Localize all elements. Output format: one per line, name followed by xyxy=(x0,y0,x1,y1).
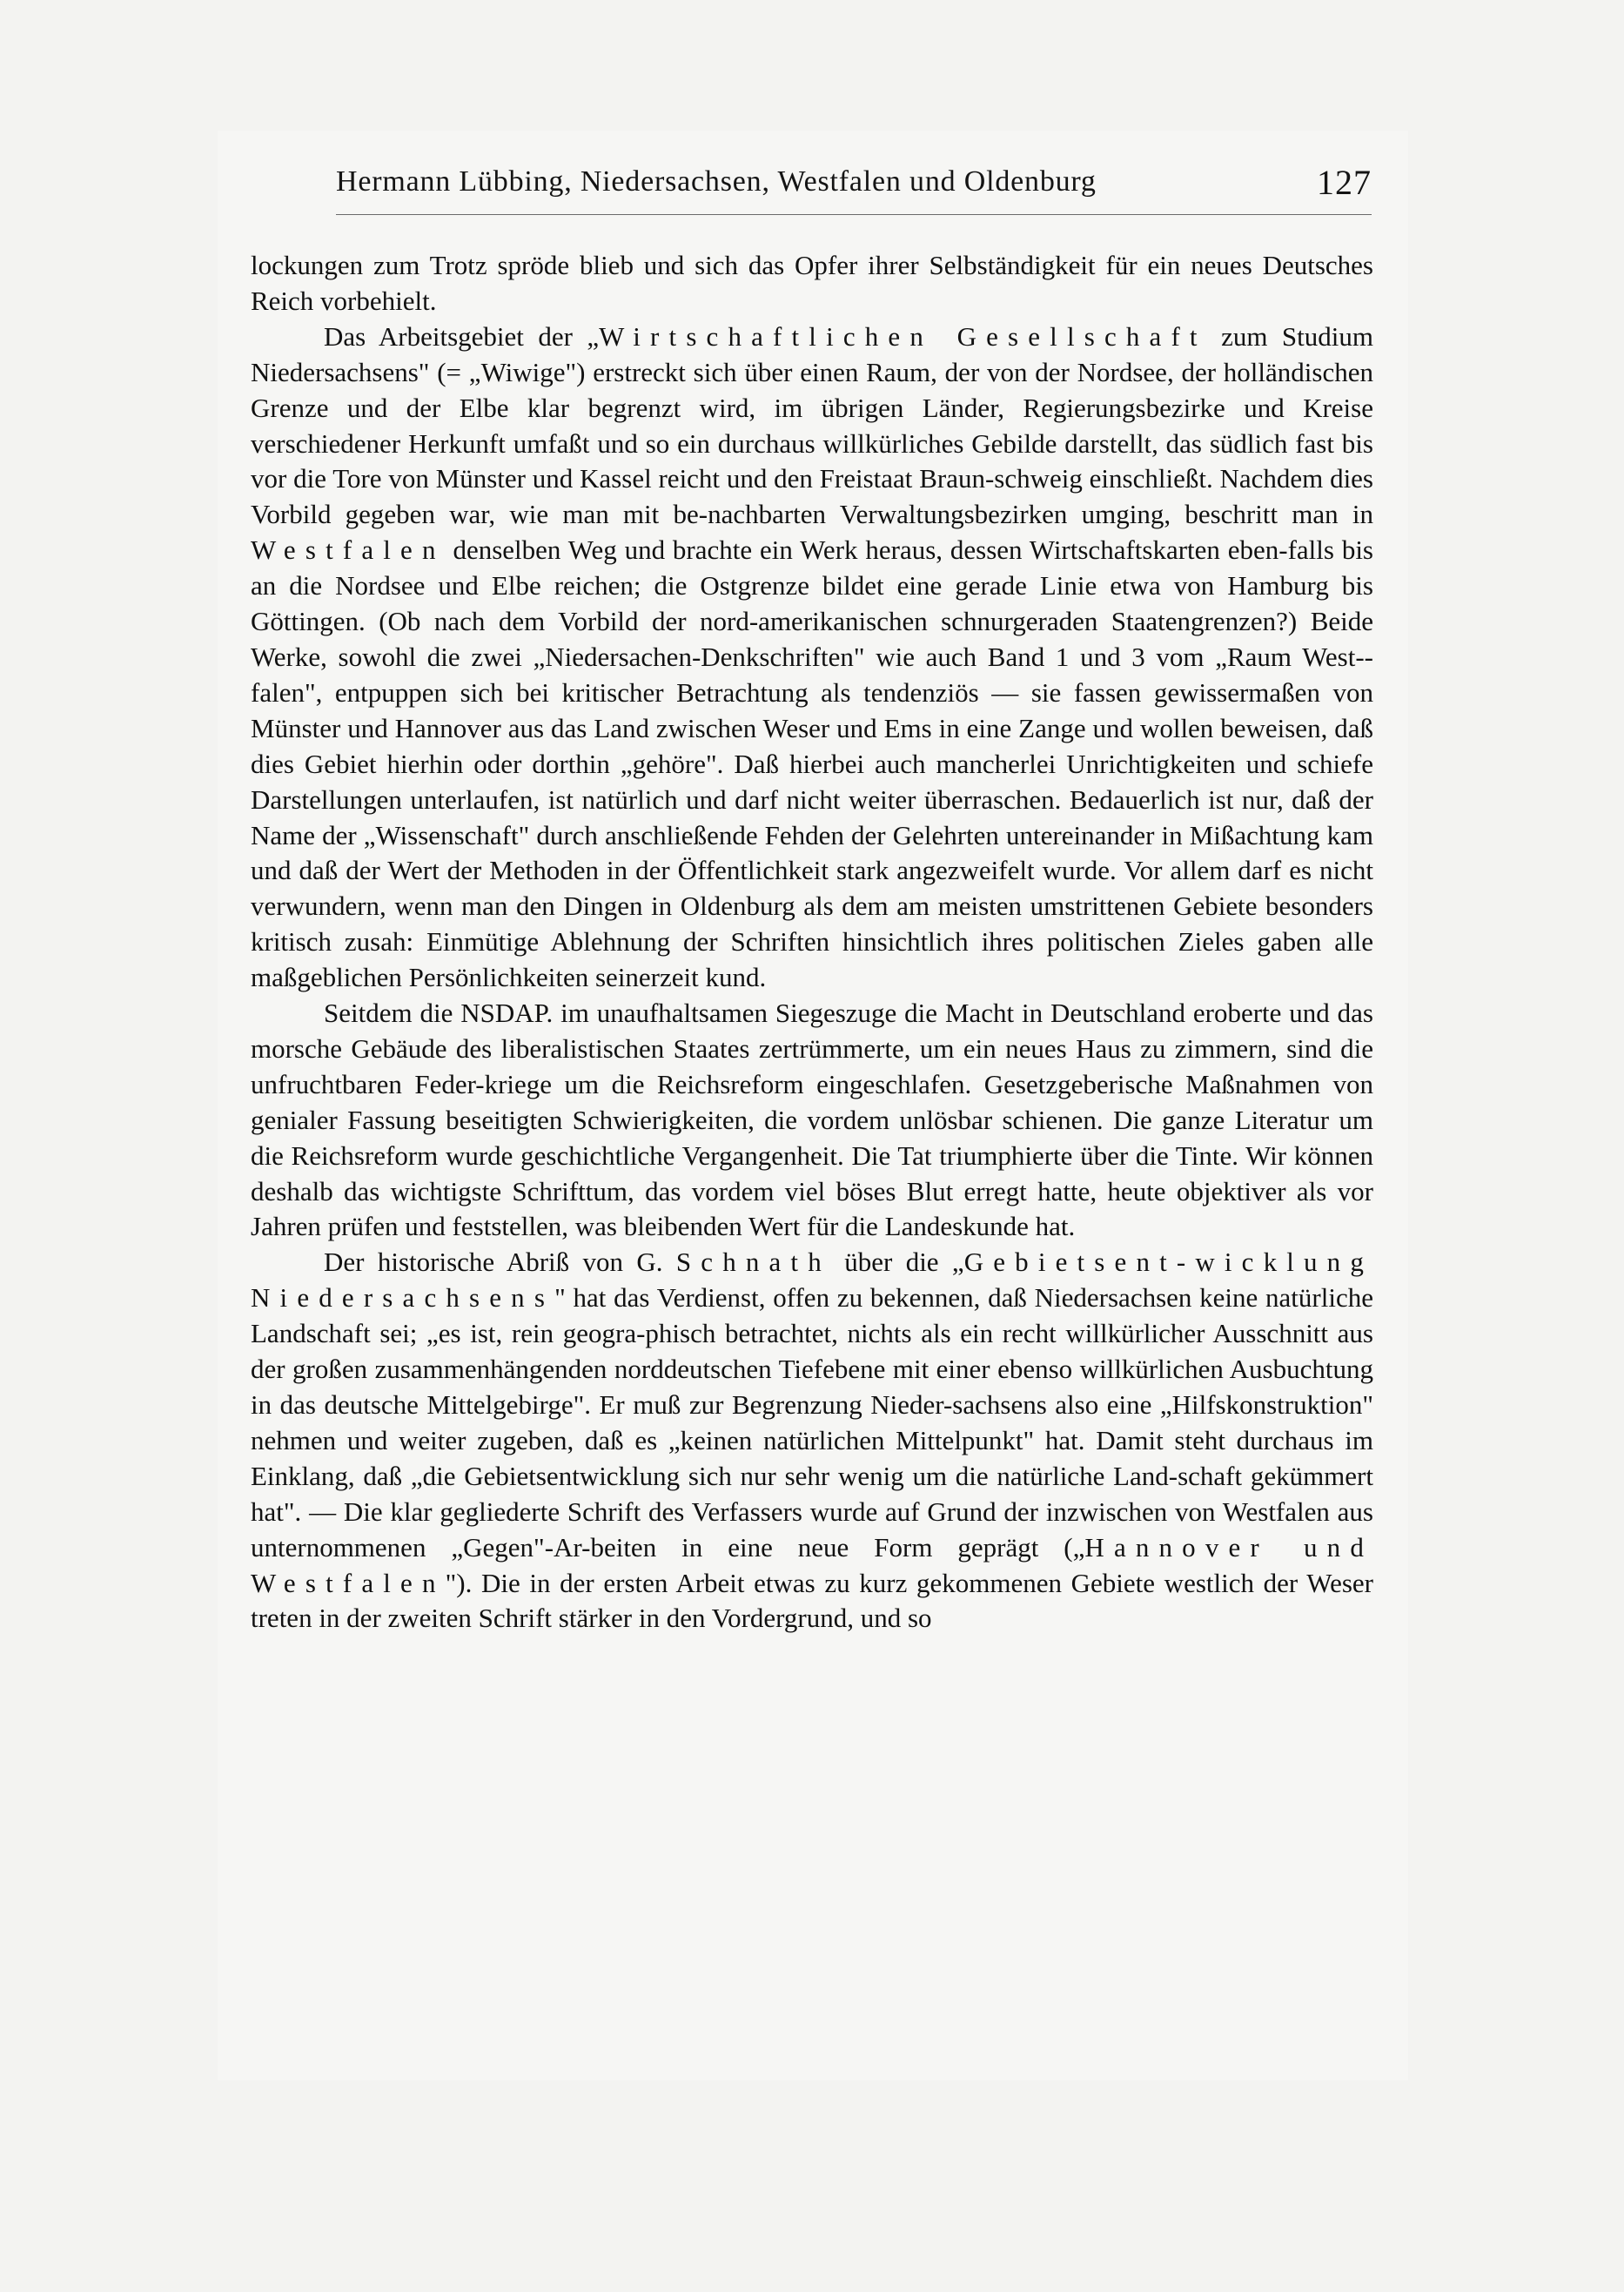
text-run: über die „ xyxy=(830,1247,964,1278)
text-run: lockungen zum Trotz spröde blieb und sich das Opfer ihrer Selbständigkeit für ein neues Deutsches Reich vorbehielt. xyxy=(251,250,1373,316)
text-run: Seitdem die NSDAP. im unaufhaltsamen Siegeszuge die Macht in Deutschland eroberte und das morsche Gebäude des liberalistischen Staates zertrümmerte, um ein neues Haus zu zimmern, sind die unfruchtbaren Feder-kriege um die Reichsreform eingeschlafen. Gesetzgeberische Maßnahmen von genialer Fassung beseitigten Schwierigkeiten, die vordem unlösbar schienen. Die ganze Literatur um die Reichsreform wurde geschichtliche Vergangenheit. Die Tat triumphierte über die Tinte. Wir können deshalb das wichtigste Schrifttum, das vordem viel böses Blut erregt hatte, heute objektiver als vor Jahren prüfen und feststellen, was bleibenden Wert für die Landeskunde hat. xyxy=(251,998,1373,1242)
paragraph xyxy=(251,319,1373,996)
text-run: "). Die in der ersten Arbeit etwas zu kurz gekommenen Gebiete westlich der Weser treten in der zweiten Schrift stärker in den Vordergrund, und so xyxy=(251,1567,1373,1634)
paragraph xyxy=(251,1245,1373,1637)
paragraph xyxy=(251,996,1373,1245)
running-header xyxy=(336,162,1372,215)
body-text xyxy=(251,248,1373,1637)
text-run: Das Arbeitsgebiet der „ xyxy=(324,320,600,352)
text-run: zum Studium Niedersachsens" (= „Wiwige") erstreckt sich über einen Raum, der von der Nordsee, der holländischen Grenze und der Elbe klar begrenzt wird, im übrigen Länder, Regierungsbezirke und Kreise verschiedener Herkunft umfaßt und so ein durchaus willkürliches Gebilde darstellt, das südlich fast bis vor die Tore von Münster und Kassel reicht und den Freistaat Braun-schweig einschließt. Nachdem dies Vorbild gegeben war, wie man mit be-nachbarten Verwaltungsbezirken umging, beschritt man in xyxy=(251,320,1374,530)
page-number: 127 xyxy=(1317,163,1372,202)
spaced-emphasis: Hannover und Westfalen xyxy=(251,1531,1373,1598)
spaced-emphasis: Schnath xyxy=(675,1247,831,1278)
text-run: Der historische Abriß von G. xyxy=(324,1247,676,1278)
spaced-emphasis: Wirtschaftlichen Gesellschaft xyxy=(599,320,1207,352)
text-run: denselben Weg und brachte ein Werk heraus, dessen Wirtschaftskarten eben-falls bis an die Nordsee und Elbe reichen; die Ostgrenze bildet eine gerade Linie etwa von Hamburg bis Göttingen. (Ob nach dem Vorbild der nord-amerikanischen schnurgeraden Staatengrenzen?) Beide Werke, sowohl die zwei „Niedersachen-Denkschriften" wie auch Band 1 und 3 vom „Raum West-falen", entpuppen sich bei kritischer Betrachtung als tendenziös — sie fassen gewissermaßen von Münster und Hannover aus das Land zwischen Weser und Ems in eine Zange und wollen beweisen, daß dies Gebiet hierhin oder dorthin „gehöre". Daß hierbei auch mancherlei Unrichtigkeiten und schiefe Darstellungen unterlaufen, ist natürlich und darf nicht weiter überraschen. Bedauerlich ist nur, daß der Name der „Wissenschaft" durch anschließende Fehden der Gelehrten untereinander in Mißachtung kam und daß der Wert der Methoden in der Öffentlichkeit stark angezweifelt wurde. Vor allem darf es nicht verwundern, wenn man den Dingen in Oldenburg als dem am meisten umstrittenen Gebiete besonders kritisch zusah: Einmütige Ablehnung der Schriften hinsichtlich ihres politischen Zieles gaben alle maßgeblichen Persönlichkeiten seinerzeit kund. xyxy=(251,534,1373,993)
spaced-emphasis: Gebietsent-wicklung Niedersachsens xyxy=(251,1247,1374,1314)
paragraph xyxy=(251,248,1373,319)
text-run: " hat das Verdienst, offen zu bekennen, daß Niedersachsen keine natürliche Landschaft sei; „es ist, rein geogra-phisch betrachtet, nichts als ein recht willkürlicher Ausschnitt aus der großen zusammenhängenden norddeutschen Tiefebene mit einer ebenso willkürlichen Ausbuchtung in das deutsche Mittelgebirge". Er muß zur Begrenzung Nieder-sachsens also eine „Hilfskonstruktion" nehmen und weiter zugeben, daß es „keinen natürlichen Mittelpunkt" hat. Damit steht durchaus im Einklang, daß „die Gebietsentwicklung sich nur sehr wenig um die natürliche Land-schaft gekümmert hat". — Die klar gegliederte Schrift des Verfassers wurde auf Grund der inzwischen von Westfalen aus unternommenen „Gegen"-Ar-beiten in eine neue Form geprägt („ xyxy=(251,1282,1373,1563)
running-title: Hermann Lübbing, Niedersachsen, Westfalen und Oldenburg xyxy=(336,165,1097,198)
spaced-emphasis: Westfalen xyxy=(251,534,446,566)
